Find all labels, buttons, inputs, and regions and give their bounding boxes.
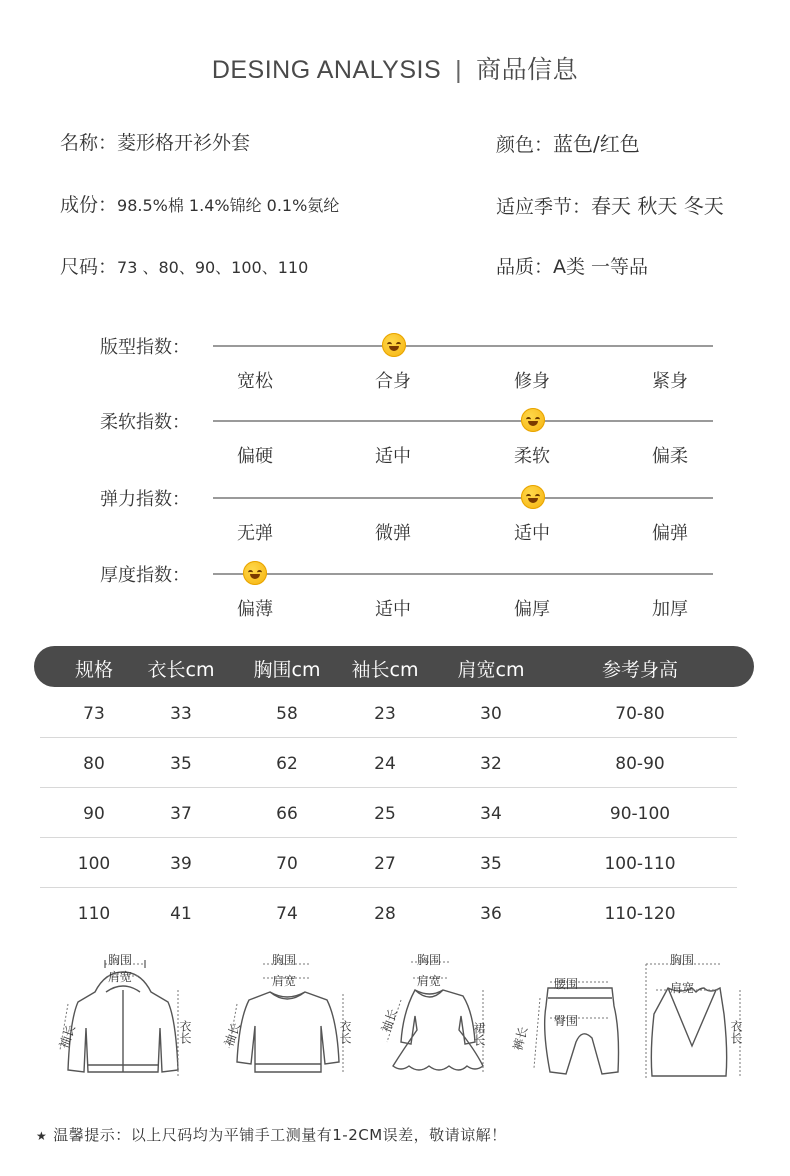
table-cell: 24 bbox=[374, 754, 396, 774]
table-cell: 70 bbox=[276, 854, 298, 874]
gauge-label: 柔软指数： bbox=[100, 412, 190, 433]
pants-length-label: 裤长 bbox=[510, 1025, 531, 1053]
table-cell: 73 bbox=[83, 704, 105, 724]
table-cell: 70-80 bbox=[615, 704, 665, 724]
composition-value: 98.5%棉 1.4%锦纶 0.1%氨纶 bbox=[117, 196, 340, 215]
size-label: 尺码： bbox=[60, 256, 118, 278]
chest-label: 胸围 bbox=[417, 953, 442, 967]
table-row-divider bbox=[40, 787, 737, 788]
gauge-tick-label: 偏柔 bbox=[652, 446, 688, 467]
shoulder-label: 肩宽 bbox=[417, 974, 442, 988]
gauge-tick-label: 微弹 bbox=[375, 523, 411, 544]
info-composition bbox=[60, 190, 339, 217]
name-value: 菱形格开衫外套 bbox=[117, 132, 251, 154]
table-cell: 62 bbox=[276, 754, 298, 774]
gauge-tick-label: 适中 bbox=[375, 599, 411, 620]
table-row-divider bbox=[40, 887, 737, 888]
table-cell: 37 bbox=[170, 804, 192, 824]
color-value: 蓝色/红色 bbox=[553, 132, 640, 156]
table-cell: 35 bbox=[480, 854, 502, 874]
sleeve-label: 袖长 bbox=[378, 1006, 401, 1035]
measurement-tip bbox=[36, 1124, 507, 1145]
gauge-tick-label: 偏硬 bbox=[237, 446, 273, 467]
gauge-tick-label: 无弹 bbox=[237, 523, 273, 544]
smiley-icon bbox=[521, 408, 545, 432]
table-cell: 90 bbox=[83, 804, 105, 824]
sweater-diagram bbox=[215, 950, 365, 1085]
shoulder-label: 肩宽 bbox=[272, 974, 297, 988]
size-value: 73 、80、90、100、110 bbox=[117, 258, 309, 277]
gauge-tick-label: 合身 bbox=[375, 371, 411, 392]
table-row-divider bbox=[40, 837, 737, 838]
gauge-tick-label: 适中 bbox=[514, 523, 550, 544]
table-cell: 32 bbox=[480, 754, 502, 774]
table-cell: 33 bbox=[170, 704, 192, 724]
sleeve-label: 袖长 bbox=[221, 1020, 244, 1049]
shoulder-label: 肩宽 bbox=[670, 981, 695, 995]
shoulder-label: 肩宽 bbox=[108, 970, 133, 984]
waist-label: 腰围 bbox=[554, 977, 579, 991]
table-cell: 23 bbox=[374, 704, 396, 724]
table-cell: 36 bbox=[480, 904, 502, 924]
chest-label: 胸围 bbox=[670, 953, 695, 967]
table-header-cell: 规格 bbox=[74, 659, 113, 681]
chest-label: 胸围 bbox=[108, 953, 133, 967]
gauge-tick-label: 宽松 bbox=[237, 371, 273, 392]
table-cell: 80-90 bbox=[615, 754, 665, 774]
length-label: 衣长 bbox=[338, 1020, 352, 1044]
gauge-tick-label: 柔软 bbox=[514, 446, 550, 467]
gauge-label: 弹力指数： bbox=[100, 489, 190, 510]
length-label: 衣长 bbox=[178, 1020, 192, 1044]
title-en: DESING ANALYSIS bbox=[211, 56, 442, 84]
info-name bbox=[60, 128, 250, 155]
page-title bbox=[0, 50, 790, 86]
table-cell: 74 bbox=[276, 904, 298, 924]
season-label: 适应季节： bbox=[496, 196, 592, 218]
info-color bbox=[496, 128, 640, 157]
table-cell: 90-100 bbox=[609, 804, 671, 824]
tip-text: 温馨提示：以上尺码均为平铺手工测量有1-2CM误差，敬请谅解！ bbox=[53, 1126, 507, 1144]
length-label: 裙长 bbox=[472, 1022, 486, 1046]
star-icon: ★ bbox=[36, 1129, 48, 1143]
gauge-tick-label: 偏厚 bbox=[514, 599, 550, 620]
table-cell: 110 bbox=[77, 904, 111, 924]
table-cell: 80 bbox=[83, 754, 105, 774]
table-header-cell: 肩宽cm bbox=[457, 659, 525, 681]
hip-label: 臀围 bbox=[554, 1014, 579, 1028]
gauge-track bbox=[213, 573, 713, 575]
table-row-divider bbox=[40, 737, 737, 738]
title-cn: 商品信息 bbox=[476, 56, 579, 84]
table-cell: 35 bbox=[170, 754, 192, 774]
gauge-tick-label: 加厚 bbox=[652, 599, 688, 620]
length-label: 衣长 bbox=[729, 1020, 743, 1044]
gauge-label: 厚度指数： bbox=[100, 565, 190, 586]
table-header-cell: 衣长cm bbox=[147, 659, 215, 681]
title-separator: | bbox=[455, 56, 463, 84]
gauge-tick-label: 偏弹 bbox=[652, 523, 688, 544]
color-label: 颜色： bbox=[496, 134, 554, 156]
smiley-icon bbox=[382, 333, 406, 357]
gauge-label: 版型指数： bbox=[100, 337, 190, 358]
table-cell: 34 bbox=[480, 804, 502, 824]
composition-label: 成份： bbox=[60, 194, 118, 216]
table-cell: 100 bbox=[77, 854, 111, 874]
table-cell: 41 bbox=[170, 904, 192, 924]
table-cell: 27 bbox=[374, 854, 396, 874]
info-season bbox=[496, 190, 724, 219]
vest-diagram bbox=[638, 950, 748, 1085]
info-quality bbox=[496, 252, 648, 279]
gauge-tick-label: 修身 bbox=[514, 371, 550, 392]
table-cell: 110-120 bbox=[604, 904, 676, 924]
sleeve-label: 袖长 bbox=[56, 1022, 79, 1051]
gauge-track bbox=[213, 497, 713, 499]
gauge-tick-label: 紧身 bbox=[652, 371, 688, 392]
table-cell: 66 bbox=[276, 804, 298, 824]
name-label: 名称： bbox=[60, 132, 118, 154]
info-size bbox=[60, 252, 308, 279]
table-header-cell: 参考身高 bbox=[601, 659, 678, 681]
gauge-track bbox=[213, 420, 713, 422]
chest-label: 胸围 bbox=[272, 953, 297, 967]
table-cell: 25 bbox=[374, 804, 396, 824]
gauge-track bbox=[213, 345, 713, 347]
gauge-tick-label: 偏薄 bbox=[237, 599, 273, 620]
table-cell: 28 bbox=[374, 904, 396, 924]
smiley-icon bbox=[243, 561, 267, 585]
table-header-cell: 袖长cm bbox=[351, 659, 419, 681]
season-value: 春天 秋天 冬天 bbox=[591, 194, 724, 218]
table-cell: 30 bbox=[480, 704, 502, 724]
smiley-icon bbox=[521, 485, 545, 509]
table-cell: 58 bbox=[276, 704, 298, 724]
quality-value: A类 一等品 bbox=[553, 256, 649, 278]
table-cell: 39 bbox=[170, 854, 192, 874]
quality-label: 品质： bbox=[496, 256, 554, 278]
table-header-cell: 胸围cm bbox=[253, 659, 321, 681]
gauge-tick-label: 适中 bbox=[375, 446, 411, 467]
table-cell: 100-110 bbox=[604, 854, 676, 874]
